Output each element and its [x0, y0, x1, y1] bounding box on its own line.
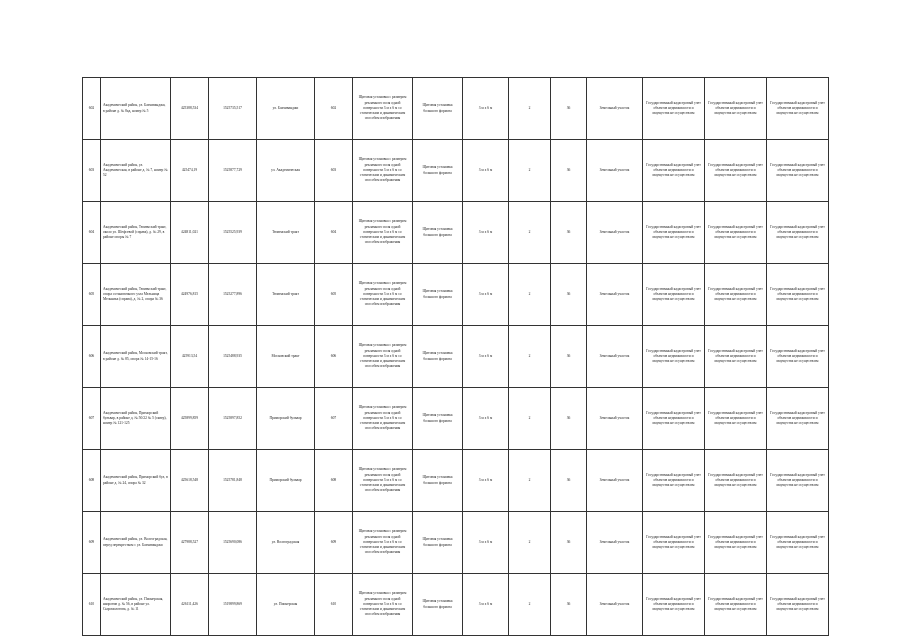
sides-cell: 2: [509, 450, 551, 512]
table-row: [83, 140, 829, 202]
description-cell: Щитовая установка с размером рекламного поля одной поверхности 3 м х 6 м со статическим и динамическим способом изображения: [353, 574, 413, 636]
description-cell: Щитовая установка с размером рекламного поля одной поверхности 3 м х 6 м со статическим и динамическим способом изображения: [353, 326, 413, 388]
area-cell: 36: [551, 140, 587, 202]
table-row: [83, 202, 829, 264]
size-cell: 3 м х 6 м: [463, 388, 509, 450]
size-cell: 3 м х 6 м: [463, 78, 509, 140]
coord-y-cell: 1525525,939: [209, 202, 257, 264]
coord-y-cell: 1525735,517: [209, 78, 257, 140]
coord-y-cell: 1525277,896: [209, 264, 257, 326]
size-cell: 3 м х 6 м: [463, 140, 509, 202]
status-cell: Государственный кадастровый учет объектов недвижимости и имущества не осуществлен: [705, 388, 767, 450]
status-cell: Государственный кадастровый учет объектов недвижимости и имущества не осуществлен: [643, 202, 705, 264]
code-cell: 605: [315, 264, 353, 326]
land-cell: Земельный участок: [587, 512, 643, 574]
address-cell: Академический район, Тюменский тракт, опора остановочного узла Мельница Мельника (справа), д. № 2, опора № 36: [101, 264, 171, 326]
size-cell: 3 м х 6 м: [463, 450, 509, 512]
type-cell: Щитовая установка большого формата: [413, 574, 463, 636]
land-cell: Земельный участок: [587, 450, 643, 512]
coord-y-cell: 1525488,935: [209, 326, 257, 388]
description-cell: Щитовая установка с размером рекламного поля одной поверхности 3 м х 6 м со статическим и динамическим способом изображения: [353, 450, 413, 512]
description-cell: Щитовая установка с размером рекламного поля одной поверхности 3 м х 6 м со статическим и динамическим способом изображения: [353, 78, 413, 140]
status-cell: Государственный кадастровый учет объектов недвижимости и имущества не осуществлен: [705, 326, 767, 388]
table-row: [83, 326, 829, 388]
row-number: 603: [83, 140, 101, 202]
row-number: 609: [83, 512, 101, 574]
status-cell: Государственный кадастровый учет объектов недвижимости и имущества не осуществлен: [767, 78, 829, 140]
code-cell: 602: [315, 78, 353, 140]
status-cell: Государственный кадастровый учет объектов недвижимости и имущества не осуществлен: [643, 78, 705, 140]
coord-y-cell: 1519899,869: [209, 574, 257, 636]
row-number: 608: [83, 450, 101, 512]
table-row: [83, 574, 829, 636]
code-cell: 609: [315, 512, 353, 574]
type-cell: Щитовая установка большого формата: [413, 140, 463, 202]
area-cell: 36: [551, 512, 587, 574]
land-cell: Земельный участок: [587, 388, 643, 450]
street-cell: Тюменский тракт: [257, 264, 315, 326]
table-row: [83, 388, 829, 450]
area-cell: 36: [551, 574, 587, 636]
status-cell: Государственный кадастровый учет объектов недвижимости и имущества не осуществлен: [767, 388, 829, 450]
status-cell: Государственный кадастровый учет объектов недвижимости и имущества не осуществлен: [643, 574, 705, 636]
type-cell: Щитовая установка большого формата: [413, 388, 463, 450]
coord-y-cell: 1525781,848: [209, 450, 257, 512]
description-cell: Щитовая установка с размером рекламного поля одной поверхности 3 м х 6 м со статическим и динамическим способом изображения: [353, 264, 413, 326]
size-cell: 3 м х 6 м: [463, 264, 509, 326]
size-cell: 3 м х 6 м: [463, 512, 509, 574]
table-row: [83, 264, 829, 326]
status-cell: Государственный кадастровый учет объектов недвижимости и имущества не осуществлен: [767, 512, 829, 574]
street-cell: Тюменский тракт: [257, 202, 315, 264]
code-cell: 608: [315, 450, 353, 512]
sides-cell: 2: [509, 140, 551, 202]
address-cell: Академический район, ул. Пионерская, напротив д. № 56, в районе ул. Сыромолотова, д. № 11: [101, 574, 171, 636]
area-cell: 36: [551, 264, 587, 326]
row-number: 610: [83, 574, 101, 636]
code-cell: 604: [315, 202, 353, 264]
land-cell: Земельный участок: [587, 140, 643, 202]
address-cell: Академический район, Тюменский тракт, около ул. Шефсевой (справа), д. № 29, в районе опоры № 7: [101, 202, 171, 264]
address-cell: Академический район, ул. Академическая, в районе д. № 7, номер № 52: [101, 140, 171, 202]
table-row: [83, 450, 829, 512]
status-cell: Государственный кадастровый учет объектов недвижимости и имущества не осуществлен: [643, 450, 705, 512]
status-cell: Государственный кадастровый учет объектов недвижимости и имущества не осуществлен: [767, 450, 829, 512]
coord-x-cell: 425899,859: [171, 388, 209, 450]
type-cell: Щитовая установка большого формата: [413, 326, 463, 388]
table-body: [83, 78, 829, 636]
sides-cell: 2: [509, 264, 551, 326]
street-cell: ул. Пионерская: [257, 574, 315, 636]
coord-y-cell: 1525877,729: [209, 140, 257, 202]
street-cell: ул. Академическая: [257, 140, 315, 202]
type-cell: Щитовая установка большого формата: [413, 264, 463, 326]
status-cell: Государственный кадастровый учет объектов недвижимости и имущества не осуществлен: [767, 202, 829, 264]
coord-x-cell: 424976,815: [171, 264, 209, 326]
sides-cell: 2: [509, 78, 551, 140]
status-cell: Государственный кадастровый учет объектов недвижимости и имущества не осуществлен: [643, 512, 705, 574]
description-cell: Щитовая установка с размером рекламного поля одной поверхности 3 м х 6 м со статическим и динамическим способом изображения: [353, 388, 413, 450]
row-number: 605: [83, 264, 101, 326]
type-cell: Щитовая установка большого формата: [413, 78, 463, 140]
coord-x-cell: 424811,021: [171, 202, 209, 264]
land-cell: Земельный участок: [587, 202, 643, 264]
status-cell: Государственный кадастровый учет объектов недвижимости и имущества не осуществлен: [705, 450, 767, 512]
table-row: [83, 78, 829, 140]
address-cell: Академический район, Приморский бульвар, в районе д. № 50/22 № 5 (сквер), номер № 121-125: [101, 388, 171, 450]
size-cell: 3 м х 6 м: [463, 202, 509, 264]
description-cell: Щитовая установка с размером рекламного поля одной поверхности 3 м х 6 м со статическим и динамическим способом изображения: [353, 512, 413, 574]
sides-cell: 2: [509, 574, 551, 636]
street-cell: ул. Волгоградская: [257, 512, 315, 574]
description-cell: Щитовая установка с размером рекламного поля одной поверхности 3 м х 6 м со статическим и динамическим способом изображения: [353, 140, 413, 202]
type-cell: Щитовая установка большого формата: [413, 450, 463, 512]
status-cell: Государственный кадастровый учет объектов недвижимости и имущества не осуществлен: [705, 574, 767, 636]
coord-x-cell: 425913,54: [171, 326, 209, 388]
land-cell: Земельный участок: [587, 78, 643, 140]
row-number: 604: [83, 202, 101, 264]
code-cell: 606: [315, 326, 353, 388]
status-cell: Государственный кадастровый учет объектов недвижимости и имущества не осуществлен: [643, 264, 705, 326]
address-cell: Академический район, Приморский бул, в районе д. № 24, опора № 32: [101, 450, 171, 512]
row-number: 606: [83, 326, 101, 388]
row-number: 607: [83, 388, 101, 450]
status-cell: Государственный кадастровый учет объектов недвижимости и имущества не осуществлен: [767, 326, 829, 388]
description-cell: Щитовая установка с размером рекламного поля одной поверхности 3 м х 6 м со статическим и динамическим способом изображения: [353, 202, 413, 264]
code-cell: 610: [315, 574, 353, 636]
land-cell: Земельный участок: [587, 264, 643, 326]
street-cell: Приморский бульвар: [257, 388, 315, 450]
status-cell: Государственный кадастровый учет объектов недвижимости и имущества не осуществлен: [643, 388, 705, 450]
street-cell: Московский тракт: [257, 326, 315, 388]
area-cell: 36: [551, 78, 587, 140]
status-cell: Государственный кадастровый учет объектов недвижимости и имущества не осуществлен: [705, 264, 767, 326]
status-cell: Государственный кадастровый учет объектов недвижимости и имущества не осуществлен: [705, 202, 767, 264]
address-cell: Академический район, Московский тракт, в районе д. № 85, опора № 14-15-16: [101, 326, 171, 388]
coord-x-cell: 425618,548: [171, 450, 209, 512]
type-cell: Щитовая установка большого формата: [413, 512, 463, 574]
area-cell: 36: [551, 388, 587, 450]
area-cell: 36: [551, 202, 587, 264]
area-cell: 36: [551, 450, 587, 512]
status-cell: Государственный кадастровый учет объектов недвижимости и имущества не осуществлен: [643, 140, 705, 202]
size-cell: 3 м х 6 м: [463, 326, 509, 388]
row-number: 602: [83, 78, 101, 140]
address-cell: Академический район, ул. Волгоградская, перед перекрестком с ул. Бахчиванджи: [101, 512, 171, 574]
coord-x-cell: 427988,527: [171, 512, 209, 574]
coord-x-cell: 425474,19: [171, 140, 209, 202]
sides-cell: 2: [509, 202, 551, 264]
land-cell: Земельный участок: [587, 574, 643, 636]
land-cell: Земельный участок: [587, 326, 643, 388]
street-cell: ул. Бахчиванджи: [257, 78, 315, 140]
sides-cell: 2: [509, 388, 551, 450]
coord-x-cell: 426111,426: [171, 574, 209, 636]
status-cell: Государственный кадастровый учет объектов недвижимости и имущества не осуществлен: [767, 140, 829, 202]
sides-cell: 2: [509, 326, 551, 388]
coord-x-cell: 425388,534: [171, 78, 209, 140]
coord-y-cell: 1525897,852: [209, 388, 257, 450]
coord-y-cell: 1525690,086: [209, 512, 257, 574]
code-cell: 603: [315, 140, 353, 202]
address-cell: Академический район, ул. Бахчиванджи, в районе д. № 8ад, номер № 5: [101, 78, 171, 140]
status-cell: Государственный кадастровый учет объектов недвижимости и имущества не осуществлен: [705, 512, 767, 574]
code-cell: 607: [315, 388, 353, 450]
status-cell: Государственный кадастровый учет объектов недвижимости и имущества не осуществлен: [705, 78, 767, 140]
status-cell: Государственный кадастровый учет объектов недвижимости и имущества не осуществлен: [767, 574, 829, 636]
street-cell: Приморский бульвар: [257, 450, 315, 512]
table-row: [83, 512, 829, 574]
type-cell: Щитовая установка большого формата: [413, 202, 463, 264]
status-cell: Государственный кадастровый учет объектов недвижимости и имущества не осуществлен: [705, 140, 767, 202]
placement-table: [82, 77, 829, 636]
status-cell: Государственный кадастровый учет объектов недвижимости и имущества не осуществлен: [767, 264, 829, 326]
status-cell: Государственный кадастровый учет объектов недвижимости и имущества не осуществлен: [643, 326, 705, 388]
size-cell: 3 м х 6 м: [463, 574, 509, 636]
sides-cell: 2: [509, 512, 551, 574]
area-cell: 36: [551, 326, 587, 388]
